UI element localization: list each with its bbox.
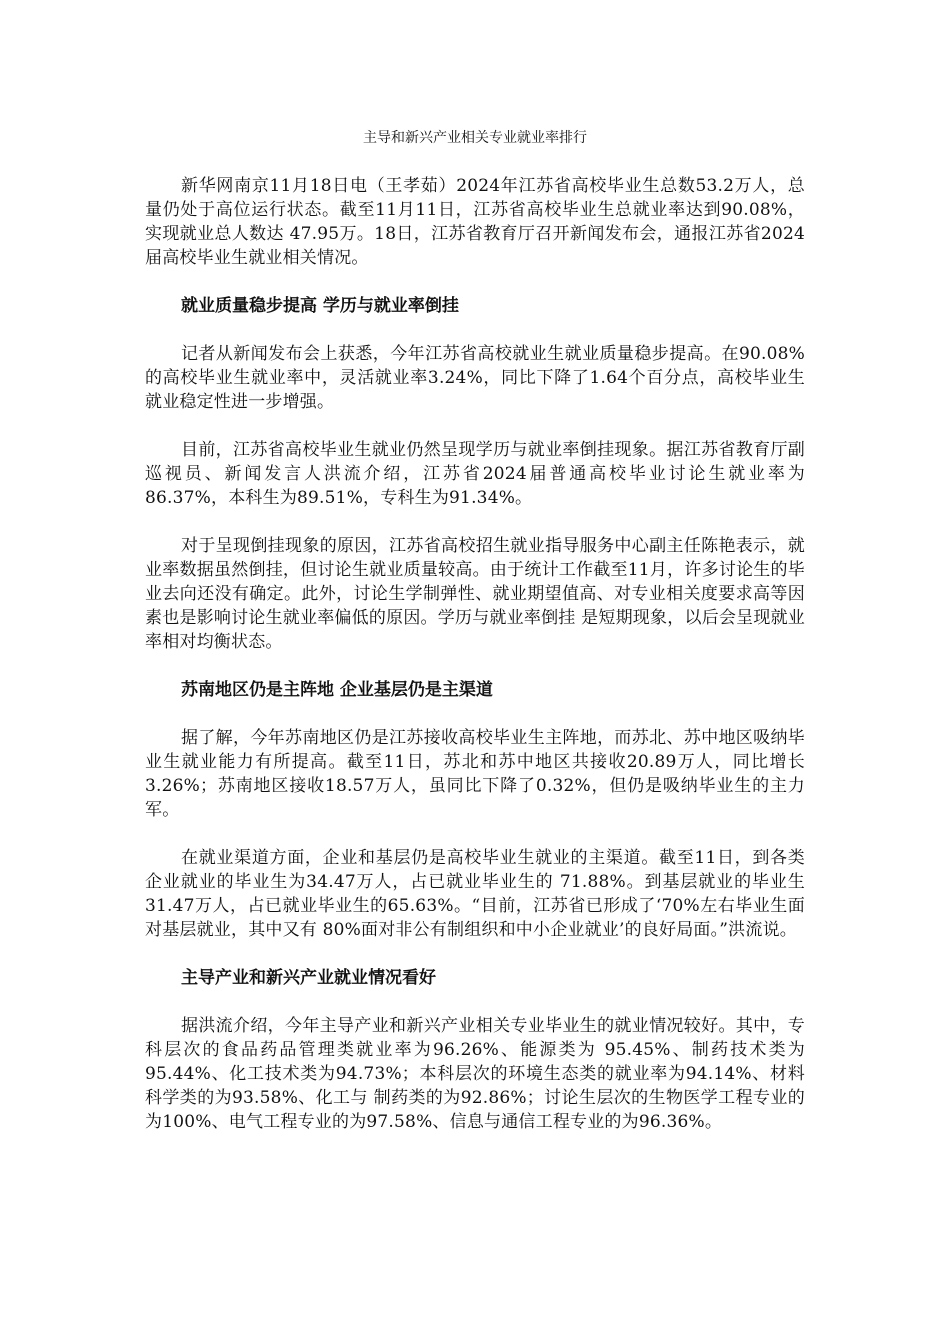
section-heading-industry: 主导产业和新兴产业就业情况看好 <box>181 968 436 988</box>
paragraph-region-1: 据了解，今年苏南地区仍是江苏接收高校毕业生主阵地，而苏北、苏中地区吸纳毕业生就业能力有所提高。截至11日，苏北和苏中地区共接收20.89万人，同比增长3.26%；苏南地区接收18.57万人，虽同比下降了0.32%，但仍是吸纳毕业生的主力军。 <box>145 728 805 820</box>
paragraph-intro: 新华网南京11月18日电（王孝茹）2024年江苏省高校毕业生总数53.2万人，总量仍处于高位运行状态。截至11月11日，江苏省高校毕业生总就业率达到90.08%，实现就业总人数达 47.95万。18日，江苏省教育厅召开新闻发布会，通报江苏省2024届高校毕业生就业相关情况。 <box>145 176 805 268</box>
document-title: 主导和新兴产业相关专业就业率排行 <box>363 130 587 146</box>
paragraph-region-2: 在就业渠道方面，企业和基层仍是高校毕业生就业的主渠道。截至11日，到各类企业就业的毕业生为34.47万人，占已就业毕业生的 71.88%。到基层就业的毕业生31.47万人，占已就业毕业生的65.63%。“目前，江苏省已形成了‘70%左右毕业生面对基层就业，其中又有 80%面对非公有制组织和中小企业就业’的良好局面。”洪流说。 <box>145 848 805 940</box>
paragraph-quality-3: 对于呈现倒挂现象的原因，江苏省高校招生就业指导服务中心副主任陈艳表示，就业率数据虽然倒挂，但讨论生就业质量较高。由于统计工作截至11月，许多讨论生的毕业去向还没有确定。此外，讨论生学制弹性、就业期望值高、对专业相关度要求高等因素也是影响讨论生就业率偏低的原因。学历与就业率倒挂 是短期现象，以后会呈现就业率相对均衡状态。 <box>145 536 805 652</box>
section-heading-quality: 就业质量稳步提高 学历与就业率倒挂 <box>181 296 459 316</box>
paragraph-quality-2: 目前，江苏省高校毕业生就业仍然呈现学历与就业率倒挂现象。据江苏省教育厅副巡视员、新闻发言人洪流介绍，江苏省2024届普通高校毕业讨论生就业率为86.37%，本科生为89.51%，专科生为91.34%。 <box>145 440 805 508</box>
paragraph-industry: 据洪流介绍，今年主导产业和新兴产业相关专业毕业生的就业情况较好。其中，专科层次的食品药品管理类就业率为96.26%、能源类为 95.45%、制药技术类为95.44%、化工技术类为94.73%；本科层次的环境生态类的就业率为94.14%、材料科学类的为93.58%、化工与 制药类的为92.86%；讨论生层次的生物医学工程专业的为100%、电气工程专业的为97.58%、信息与通信工程专业的为96.36%。 <box>145 1016 805 1132</box>
paragraph-quality-1: 记者从新闻发布会上获悉，今年江苏省高校就业生就业质量稳步提高。在90.08%的高校毕业生就业率中，灵活就业率3.24%，同比下降了1.64个百分点，高校毕业生就业稳定性进一步增强。 <box>145 344 805 412</box>
section-heading-region: 苏南地区仍是主阵地 企业基层仍是主渠道 <box>181 680 493 700</box>
